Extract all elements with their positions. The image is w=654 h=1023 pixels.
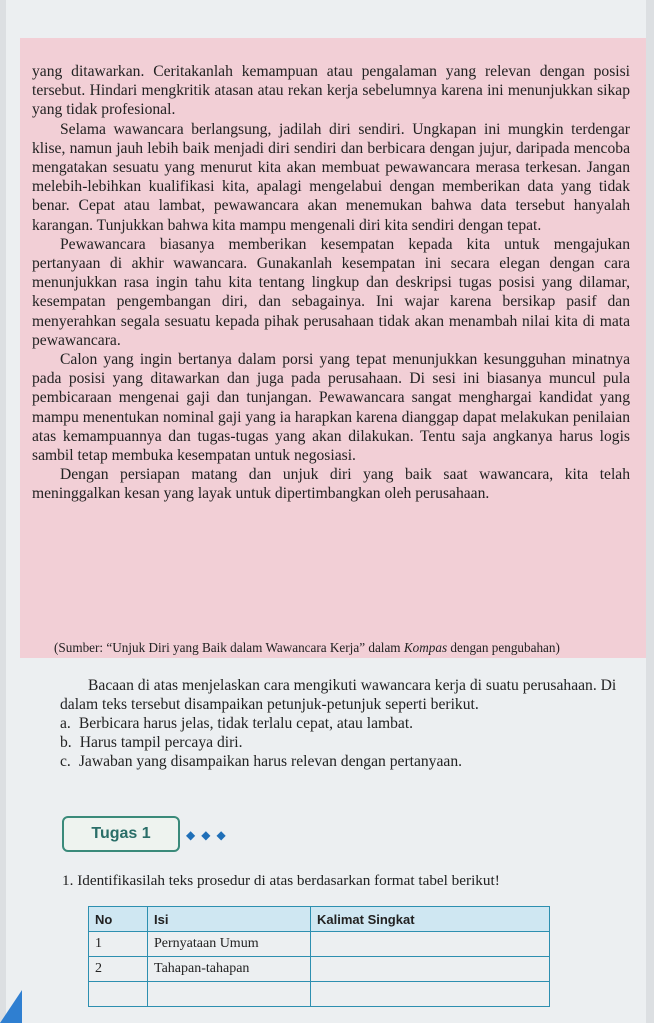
table-cell (311, 957, 550, 982)
passage-paragraph-4: Calon yang ingin bertanya dalam porsi yang tepat menunjukkan kesungguhan minatnya pada posisi yang ditawarkan dan juga pada perusahaan. Di sesi ini biasanya muncul pula pembicaraan mengenai gaji dan tunjangan. Pewawancara sangat menghargai kandidat yang mampu menentukan nominal gaji yang ia harapkan karena dianggap dapat melakukan penilaian atas kemampuannya dan tugas-tugas yang akan dilakukan. Tentu saja angkanya harus logis sambil tetap membuka kesempatan untuk negosiasi. (32, 351, 630, 465)
table-cell: Pernyataan Umum (148, 932, 311, 957)
explanation-intro: Bacaan di atas menjelaskan cara mengikuti wawancara kerja di suatu perusahaan. Di dalam teks tersebut disampaikan petunjuk-petunjuk seperti berikut. (60, 677, 617, 713)
task-instruction: 1. Identifikasilah teks prosedur di atas berdasarkan format tabel berikut! (62, 872, 500, 889)
passage-paragraph-3: Pewawancara biasanya memberikan kesempatan kepada kita untuk mengajukan pertanyaan di akhir wawancara. Gunakanlah kesempatan ini secara elegan dengan cara menunjukkan rasa ingin tahu kita tentang lingkup dan deskripsi tugas posisi yang dilamar, kesempatan pengembangan diri, dan sebagainya. Ini wajar karena bersikap pasif dan menyerahkan segala sesuatu kepada pihak perusahaan tidak akan menambah nilai kita di mata pewawancara. (32, 235, 630, 349)
table-header-no: No (89, 907, 148, 932)
guideline-list (60, 714, 640, 771)
task-table (88, 906, 550, 1007)
list-item (60, 733, 640, 752)
passage-paragraph-1: yang ditawarkan. Ceritakanlah kemampuan atau pengalaman yang relevan dengan posisi tersebut. Hindari mengkritik atasan atau rekan kerja sebelumnya karena ini menunjukkan sikap yang tidak profesional. (32, 63, 630, 119)
list-marker: c. (60, 753, 71, 770)
passage-paragraph-2: Selama wawancara berlangsung, jadilah diri sendiri. Ungkapan ini mungkin terdengar klise, namun jauh lebih baik menjadi diri sendiri dan berbicara dengan jujur, daripada mencoba mengatakan sesuatu yang menurut kita akan membuat pewawancara merasa terkesan. Jangan melebih-lebihkan kualifikasi kita, apalagi mengelabui dengan memberikan data yang tidak benar. Cepat atau lambat, pewawancara akan menemukan bahwa data tersebut hanyalah karangan. Tunjukkan bahwa kita mampu mengenali diri kita sendiri dengan tepat. (32, 120, 630, 234)
table-cell: 1 (89, 932, 148, 957)
list-text: Harus tampil percaya diri. (79, 734, 243, 751)
table-cell: 2 (89, 957, 148, 982)
diamond-icon: ◆ (186, 828, 196, 842)
explanation-section (60, 676, 640, 771)
list-marker: a. (60, 715, 71, 732)
list-marker: b. (60, 734, 72, 751)
list-item (60, 752, 640, 771)
list-text: Berbicara harus jelas, tidak terlalu cepat, atau lambat. (78, 715, 414, 732)
table-row (89, 982, 550, 1007)
source-publication: Kompas (403, 640, 448, 655)
table-header-kalimat: Kalimat Singkat (311, 907, 550, 932)
source-suffix: dengan pengubahan) (447, 640, 560, 655)
source-prefix: (Sumber: “Unjuk Diri yang Baik dalam Wawancara Kerja” dalam (54, 640, 404, 655)
table-header-row (89, 907, 550, 932)
page-corner-marker (0, 990, 22, 1023)
table-header-isi: Isi (148, 907, 311, 932)
list-text: Jawaban yang disampaikan harus relevan dengan pertanyaan. (78, 753, 463, 770)
table-row (89, 932, 550, 957)
table-row (89, 957, 550, 982)
list-item (60, 714, 640, 733)
task-badge: Tugas 1 (62, 816, 180, 852)
table-cell: Tahapan-tahapan (148, 957, 311, 982)
reading-passage (32, 62, 630, 504)
table-cell (311, 932, 550, 957)
table-cell (311, 982, 550, 1007)
table-cell (148, 982, 311, 1007)
diamond-icon: ◆ (201, 828, 211, 842)
diamond-decoration (186, 828, 226, 843)
source-citation (54, 640, 634, 656)
passage-paragraph-5: Dengan persiapan matang dan unjuk diri yang baik saat wawancara, kita telah meninggalkan kesan yang layak untuk dipertimbangkan oleh perusahaan. (32, 466, 630, 503)
table-cell (89, 982, 148, 1007)
diamond-icon: ◆ (216, 828, 226, 842)
